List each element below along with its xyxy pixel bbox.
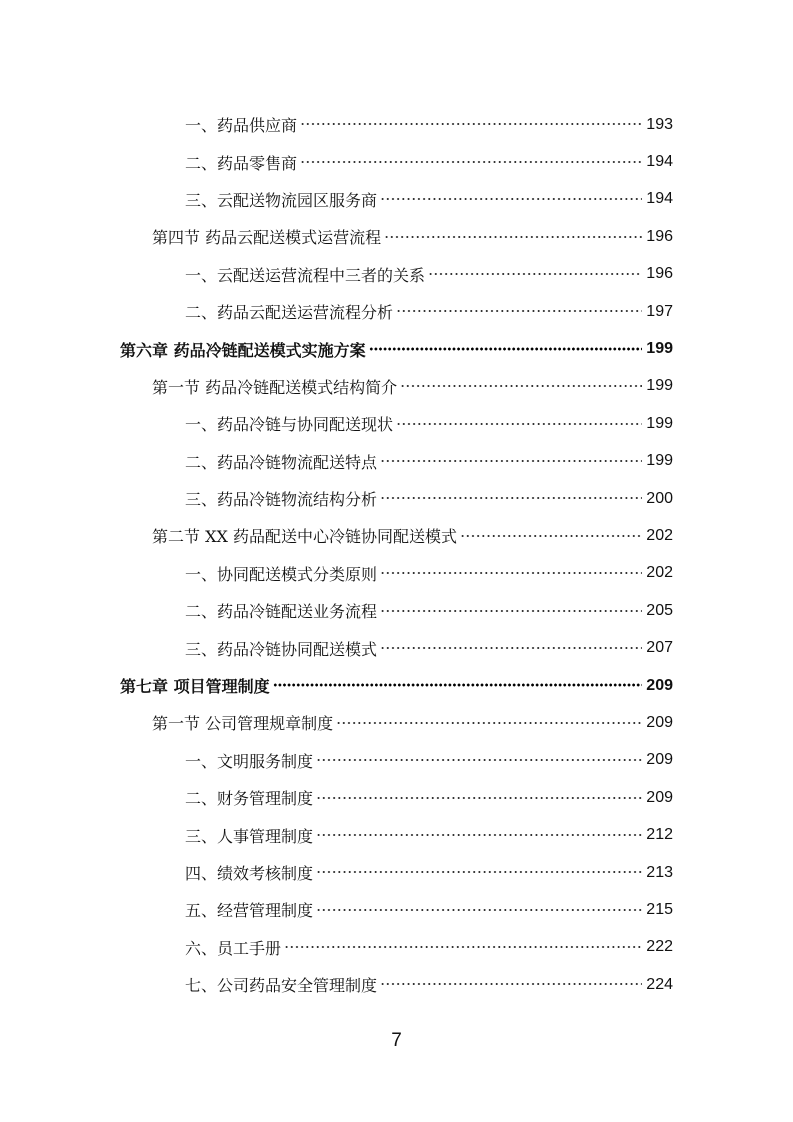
toc-entry[interactable] [0,181,793,218]
toc-entry-page: 193 [646,115,673,133]
dot-leader [316,825,642,841]
toc-entry-title: 三、人事管理制度 [185,826,314,846]
toc-entry-title: 一、文明服务制度 [185,751,314,771]
toc-entry-page: 209 [646,788,673,806]
toc-entry-title: 三、药品冷链协同配送模式 [185,639,378,659]
toc-section[interactable] [0,368,793,405]
toc-entry-page: 199 [646,340,673,358]
toc-section[interactable] [0,517,793,554]
dot-leader [380,601,642,617]
toc-entry-title: 五、经营管理制度 [185,901,314,921]
dot-leader [396,414,642,430]
toc-entry-title: 第一节 药品冷链配送模式结构简介 [152,377,398,397]
dot-leader [380,975,642,991]
dot-leader [316,788,642,804]
dot-leader [316,863,642,879]
toc-section[interactable] [0,704,793,741]
toc-entry-page: 200 [646,489,673,507]
toc-entry-page: 197 [646,302,673,320]
toc-entry-page: 224 [646,975,673,993]
toc-entry-page: 194 [646,153,673,171]
toc-entry-title: 一、协同配送模式分类原则 [185,564,378,584]
toc-entry-title: 第四节 药品云配送模式运营流程 [152,228,382,248]
toc-entry[interactable] [0,742,793,779]
toc-entry-page: 199 [646,452,673,470]
toc-entry[interactable] [0,629,793,666]
dot-leader [380,489,642,505]
toc-entry-title: 二、药品冷链配送业务流程 [185,602,378,622]
toc-entry-page: 222 [646,938,673,956]
toc-entry[interactable] [0,929,793,966]
toc-entry[interactable] [0,555,793,592]
toc-entry-title: 第二节 XX 药品配送中心冷链协同配送模式 [152,527,457,547]
dot-leader [316,900,642,916]
dot-leader [428,264,642,280]
dot-leader [284,937,642,953]
toc-entry[interactable] [0,106,793,143]
toc-entry-page: 199 [646,414,673,432]
toc-section[interactable] [0,218,793,255]
toc-entry[interactable] [0,443,793,480]
dot-leader [396,302,642,318]
dot-leader [300,152,642,168]
toc-entry-page: 202 [646,526,673,544]
toc-entry-page: 194 [646,190,673,208]
toc-chapter[interactable] [0,330,793,367]
toc-entry[interactable] [0,143,793,180]
toc-entry-title: 二、药品零售商 [185,153,298,173]
page-number: 7 [391,1030,402,1051]
toc-chapter[interactable] [0,667,793,704]
toc-entry-title: 第一节 公司管理规章制度 [152,714,334,734]
dot-leader [273,676,642,692]
dot-leader [316,750,642,766]
toc-entry-page: 215 [646,900,673,918]
toc-entry[interactable] [0,592,793,629]
toc-entry-page: 199 [646,377,673,395]
toc-entry-title: 一、药品冷链与协同配送现状 [185,415,394,435]
toc-entry-title: 一、云配送运营流程中三者的关系 [185,265,426,285]
toc-entry-title: 第七章 项目管理制度 [120,677,270,697]
toc-entry[interactable] [0,256,793,293]
table-of-contents [0,106,793,1003]
toc-entry-page: 196 [646,227,673,245]
toc-entry-title: 二、药品云配送运营流程分析 [185,303,394,323]
toc-entry-page: 212 [646,826,673,844]
toc-entry[interactable] [0,966,793,1003]
dot-leader [380,638,642,654]
toc-entry-page: 213 [646,863,673,881]
toc-entry-page: 205 [646,601,673,619]
toc-entry-title: 第六章 药品冷链配送模式实施方案 [120,340,366,360]
toc-entry-title: 三、药品冷链物流结构分析 [185,490,378,510]
toc-entry-page: 207 [646,639,673,657]
dot-leader [300,115,642,131]
dot-leader [380,451,642,467]
toc-entry-page: 209 [646,676,673,694]
toc-entry[interactable] [0,405,793,442]
toc-entry-title: 四、绩效考核制度 [185,864,314,883]
dot-leader [460,526,642,542]
toc-entry[interactable] [0,480,793,517]
toc-entry-page: 209 [646,751,673,769]
toc-entry-title: 七、公司药品安全管理制度 [185,976,378,996]
toc-entry[interactable] [0,816,793,853]
toc-entry[interactable] [0,779,793,816]
dot-leader [400,376,642,392]
toc-entry-title: 一、药品供应商 [185,116,298,136]
dot-leader [369,339,642,355]
toc-entry-page: 209 [646,713,673,731]
toc-entry-title: 二、财务管理制度 [185,789,314,809]
dot-leader [380,563,642,579]
toc-entry-title: 六、员工手册 [185,938,282,958]
toc-entry[interactable] [0,293,793,330]
toc-entry[interactable] [0,854,793,891]
dot-leader [380,189,642,205]
toc-entry-title: 二、药品冷链物流配送特点 [185,452,378,472]
dot-leader [336,713,642,729]
toc-entry[interactable] [0,891,793,928]
toc-entry-page: 202 [646,564,673,582]
dot-leader [384,227,642,243]
toc-entry-title: 三、云配送物流园区服务商 [185,190,378,210]
toc-entry-page: 196 [646,265,673,283]
